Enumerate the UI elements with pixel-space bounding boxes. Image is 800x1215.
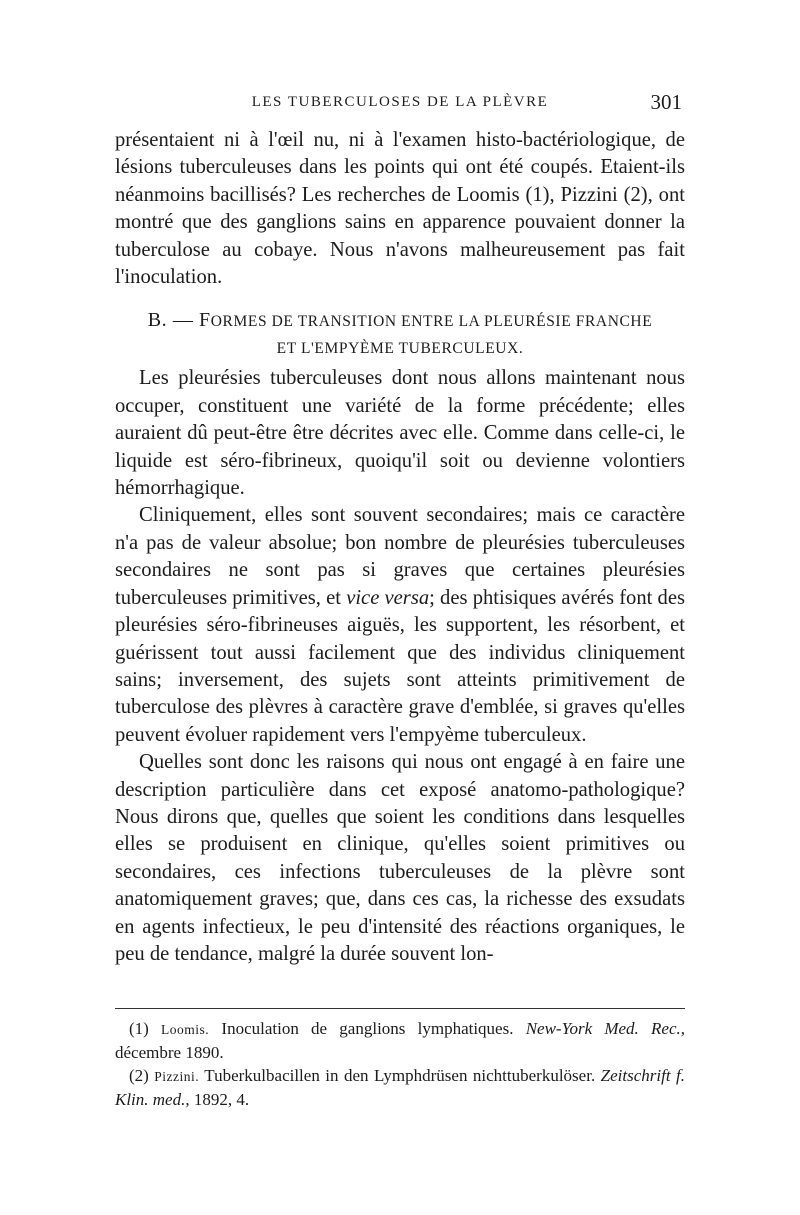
section-heading-line1: ORMES DE TRANSITION ENTRE LA PLEURÉSIE FRANCHE [210, 313, 653, 331]
footnote-1 [115, 1017, 685, 1064]
section-heading [115, 307, 685, 362]
footnote-date: , 1892, 4. [185, 1090, 250, 1109]
italic-phrase: vice versa [346, 586, 430, 609]
paragraph: Quelles sont donc les raisons qui nous ont engagé à en faire une description particulière dans cet exposé anatomo-pathologique? Nous dirons que, quelles que soient les conditions dans lesquelles elles se produisent en clinique, qu'elles soient primitives ou secondaires, ces infections tuberculeuses de la plèvre sont anatomiquement graves; que, dans ces cas, la richesse des exsudats en agents infectieux, le peu d'intensité des réactions organiques, le peu de tendance, malgré la durée souvent lon- [115, 751, 685, 965]
footnote-author: Loomis. [161, 1022, 210, 1037]
footnote-rule [115, 1008, 685, 1009]
footnote-text: Tuberkulbacillen in den Lymphdrüsen nichttuberkulöser. [199, 1066, 601, 1085]
paragraph-text: ; des phtisiques avérés font des pleurésies séro-fibrineuses aiguës, les supportent, les résorbent, et guérissent tout aussi facilement que des individus cliniquement sains; inversement, des sujets sont atteints primitivement de tuberculose des plèvres à caractère grave d'emblée, si graves qu'elles peuvent évoluer rapidement vers l'empyème tuberculeux. [115, 586, 686, 746]
footnote-text: Inoculation de ganglions lymphatiques. [209, 1019, 526, 1038]
paragraph-continued: présentaient ni à l'œil nu, ni à l'examen histo-bactériologique, de lésions tuberculeuses dans les points qui ont été coupés. Etaient-ils néanmoins bacillisés? Les recherches de Loomis (1), Pizzini (2), ont montré que des ganglions sains en apparence pouvaient donner la tuberculose au cobaye. Nous n'avons malheureusement pas fait l'inoculation. [115, 129, 685, 289]
footnote-number: (1) [129, 1019, 162, 1038]
footnotes [115, 1017, 685, 1111]
paragraph [115, 502, 685, 749]
footnote-2 [115, 1064, 685, 1111]
paragraph: Les pleurésies tuberculeuses dont nous allons maintenant nous occuper, constituent une variété de la forme précédente; elles auraient dû peut-être être décrites avec elle. Comme dans celle-ci, le liquide est séro-fibrineux, quoiqu'il soit ou devienne volontiers hémorrhagique. [115, 367, 685, 500]
footnote-author: Pizzini. [154, 1069, 200, 1084]
section-heading-prefix: B. — F [147, 309, 211, 332]
paragraph-text: Cliniquement, elles sont souvent secondaires; mais ce caractère n'a pas de valeur absolue; bon nombre de pleurésies tuberculeuses secondaires ne sont pas si graves que certaines pleurésies tuberculeuses primitives, et [115, 504, 685, 609]
footnote-journal: New-York Med. Rec. [525, 1019, 681, 1038]
footnote-journal: Zeitschrift f. Klin. med. [115, 1066, 685, 1109]
section-heading-line2: ET L'EMPYÈME TUBERCULEUX. [276, 340, 524, 358]
footnote-date: , décembre 1890. [115, 1019, 685, 1062]
running-head: LES TUBERCULOSES DE LA PLÈVRE [251, 94, 549, 110]
body-text [115, 127, 685, 968]
footnote-number: (2) [129, 1066, 155, 1085]
page-number: 301 [650, 90, 682, 114]
